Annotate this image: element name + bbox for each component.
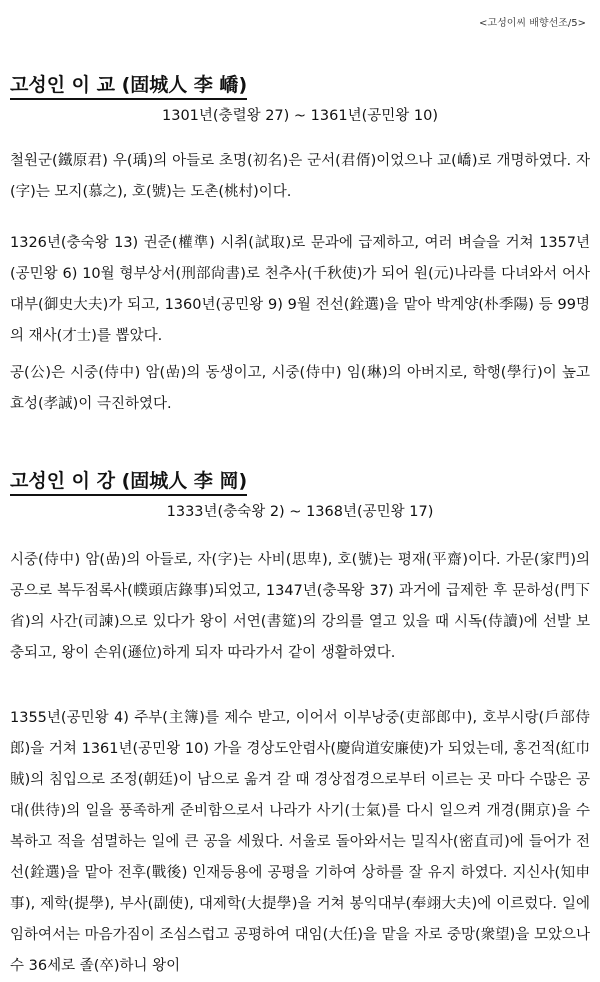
section-2-title: 고성인 이 강 (固城人 李 岡)	[10, 466, 247, 496]
section-2-paragraph-2: 1355년(공민왕 4) 주부(主簿)를 제수 받고, 이어서 이부낭중(吏部郎中), 호부시랑(戶部侍郎)을 거쳐 1361년(공민왕 10) 가을 경상도안렴사(慶尙道安廉使)가 되었는데, 홍건적(紅巾賊)의 침입으로 조정(朝廷)이 남으로 옮겨 갈 때 경상접경으로부터 이르는 곳 마다 수많은 공대(供待)의 일을 풍족하게 준비함으로서 나라가 사기(士氣)를 다시 일으켜 개경(開京)을 수복하고 적을 섬멸하는 일에 큰 공을 세웠다. 서울로 돌아와서는 밀직사(密直司)에 들어가 전선(銓選)을 맡아 전후(戰後) 인재등용에 공평을 기하여 상하를 잘 유지 하였다. 지신사(知申事), 제학(提學), 부사(副使), 대제학(大提學)을 거쳐 봉익대부(奉翊大夫)에 이르렀다. 일에 임하여서는 마음가짐이 조심스럽고 공평하여 대임(大任)을 맡을 자로 중망(衆望)을 모았으나 수 36세로 졸(卒)하니 왕이	[10, 710, 590, 974]
section-1-dates: 1301년(충렬왕 27) ~ 1361년(공민왕 10)	[162, 108, 438, 124]
section-2-paragraph-1: 시중(侍中) 암(嵒)의 아들로, 자(字)는 사비(思卑), 호(號)는 평재(平齋)이다. 가문(家門)의 공으로 복두점록사(幞頭店錄事)되었고, 1347년(충목왕 37) 과거에 급제한 후 문하성(門下省)의 사간(司諫)으로 있다가 왕이 서연(書筵)의 강의를 열고 있을 때 시독(侍讀)에 선발 보충되고, 왕이 손위(遜位)하게 되자 따라가서 같이 생활하였다.	[10, 552, 590, 661]
page-header-note: <고성이씨 배향선조/5>	[479, 18, 586, 29]
section-1-paragraph-2: 1326년(충숙왕 13) 권준(權準) 시취(試取)로 문과에 급제하고, 여러 벼슬을 거쳐 1357년(공민왕 6) 10월 형부상서(刑部尙書)로 천추사(千秋使)가 되어 원(元)나라를 다녀와서 어사대부(御史大夫)가 되고, 1360년(공민왕 9) 9월 전선(銓選)을 맡아 박계양(朴季陽) 등 99명의 재사(才士)를 뽑았다.	[10, 235, 590, 344]
section-1-paragraph-3: 공(公)은 시중(侍中) 암(嵒)의 동생이고, 시중(侍中) 임(琳)의 아버지로, 학행(學行)이 높고 효성(孝誠)이 극진하였다.	[10, 365, 590, 412]
section-1-title: 고성인 이 교 (固城人 李 嶠)	[10, 70, 247, 100]
section-2-dates: 1333년(충숙왕 2) ~ 1368년(공민왕 17)	[166, 504, 434, 520]
section-1-paragraph-1: 철원군(鐵原君) 우(瑀)의 아들로 초명(初名)은 군서(君偦)이었으나 교(嶠)로 개명하였다. 자(字)는 모지(慕之), 호(號)는 도촌(桃村)이다.	[10, 153, 590, 200]
